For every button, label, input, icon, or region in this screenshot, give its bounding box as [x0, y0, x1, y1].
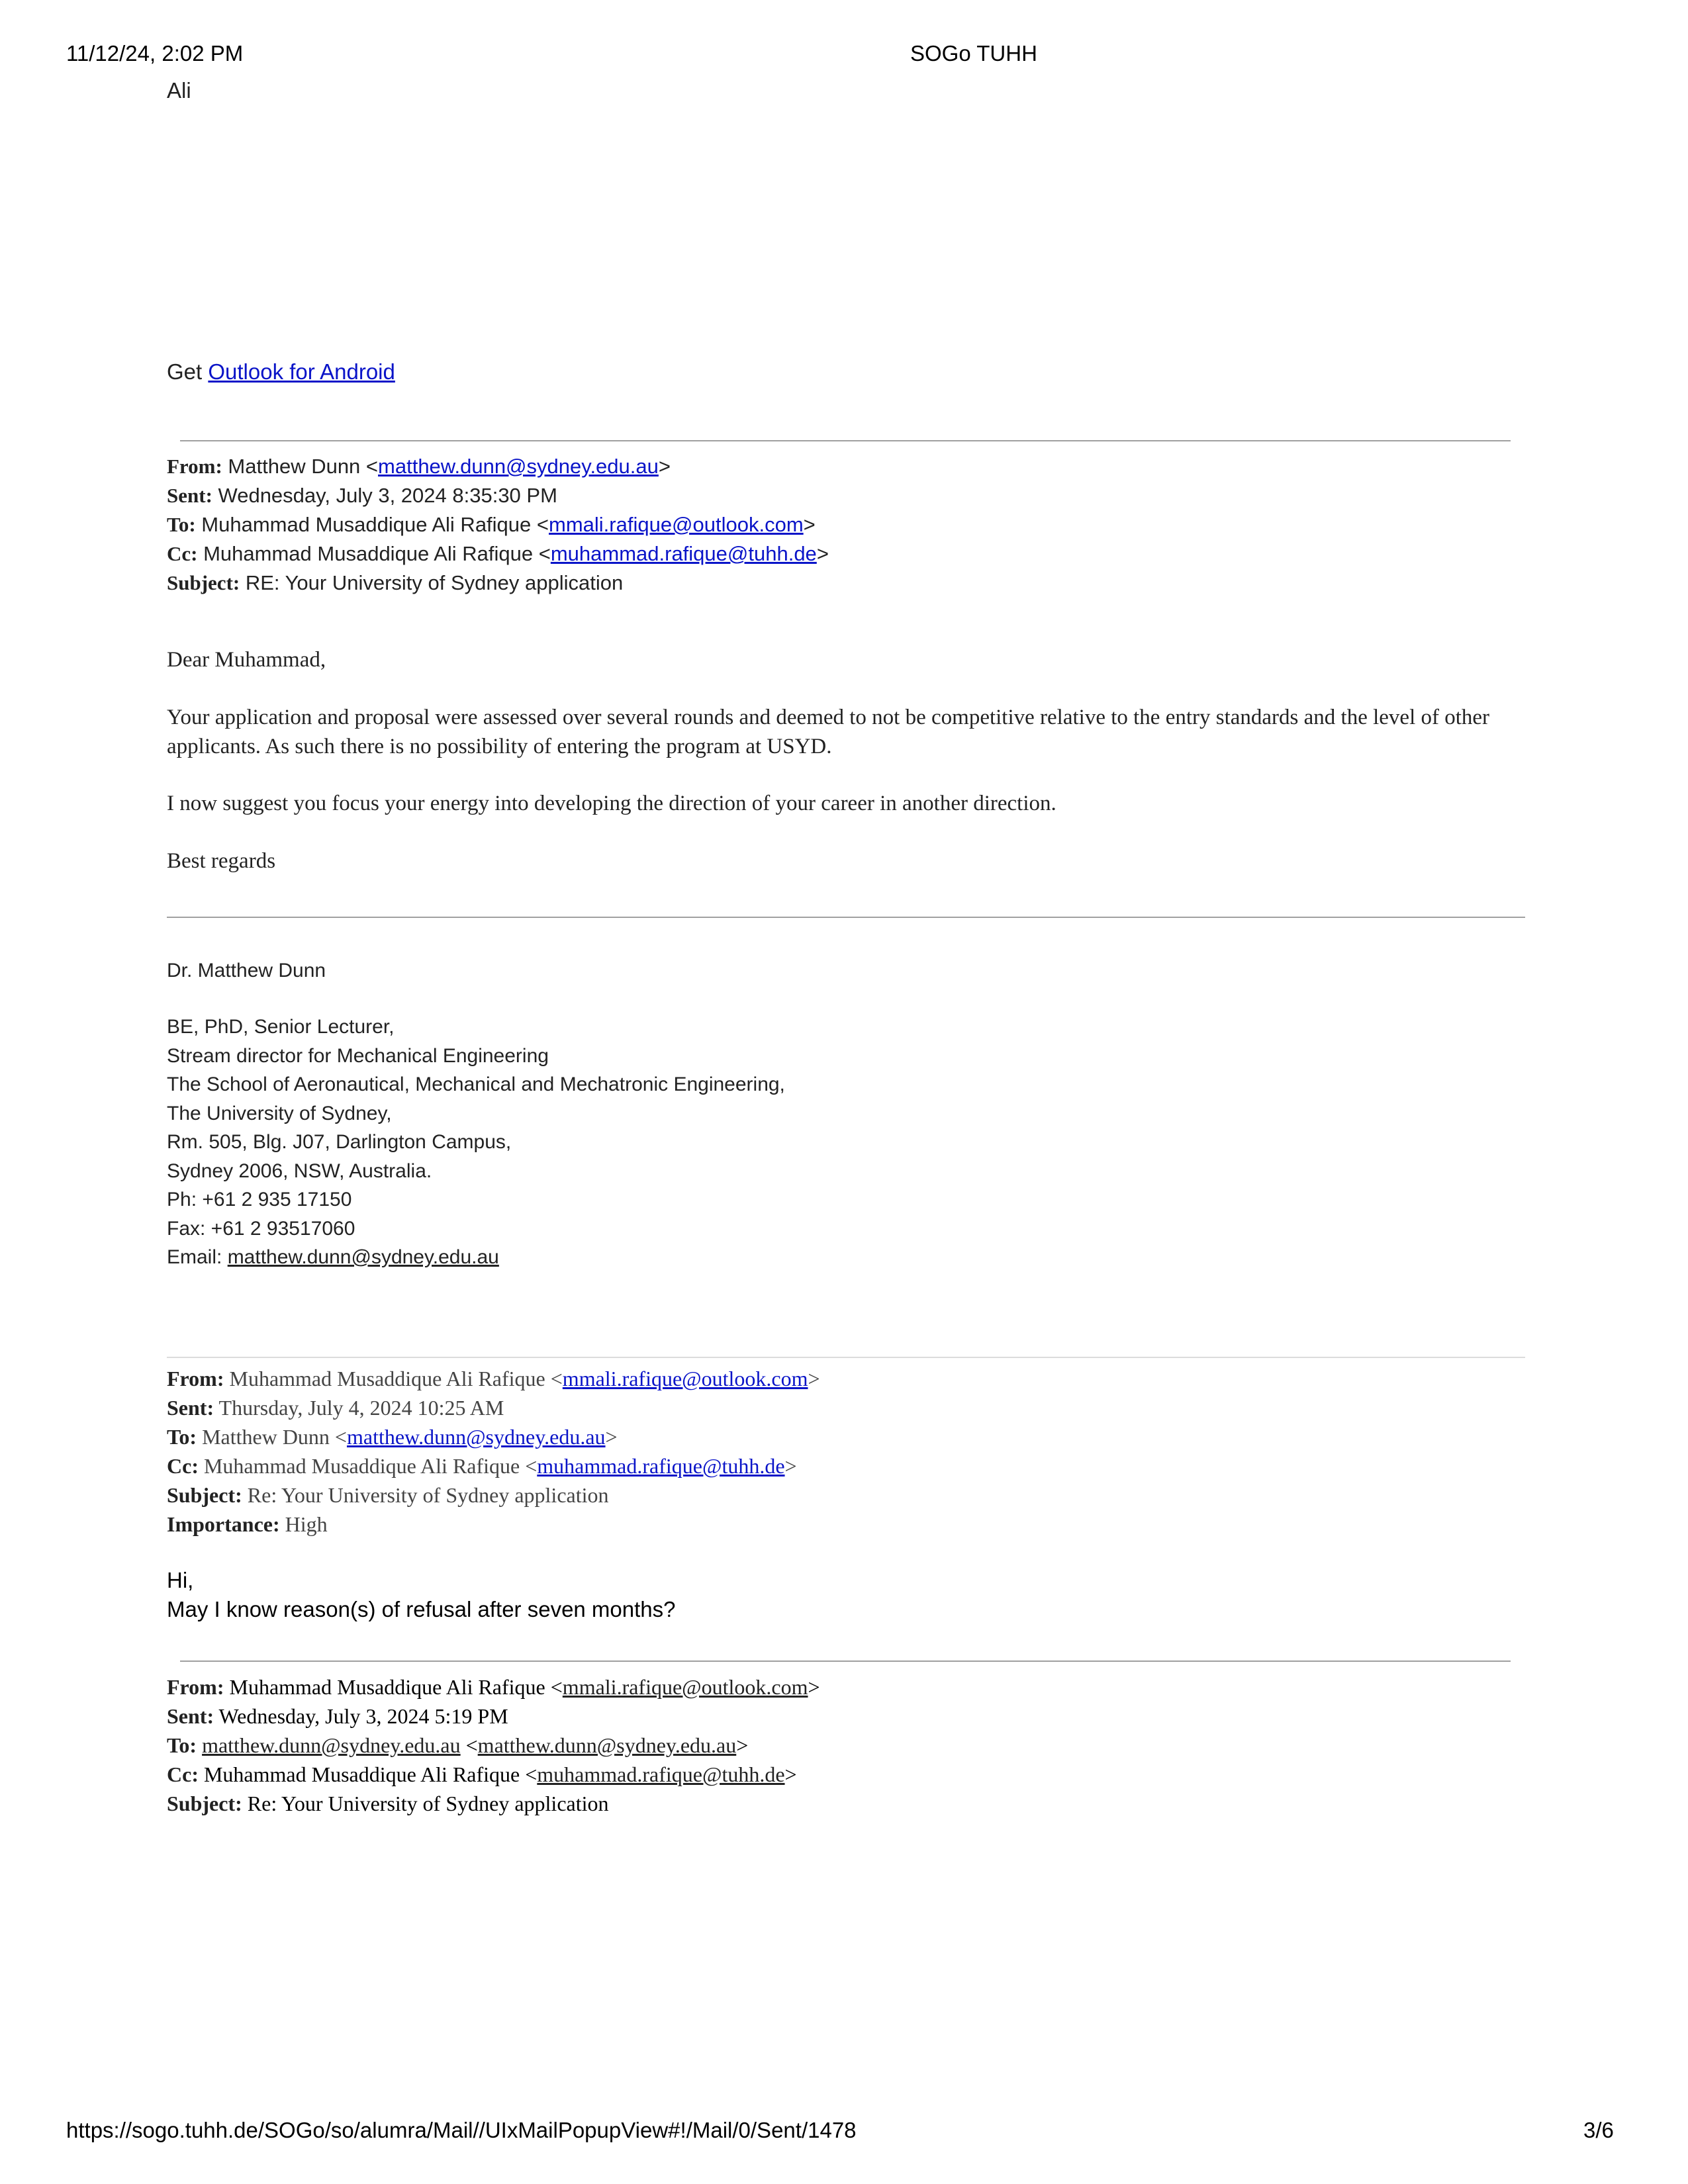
gt: >	[808, 1675, 820, 1699]
email2-to	[167, 1422, 820, 1451]
signature-line: Rm. 505, Blg. J07, Darlington Campus,	[167, 1131, 512, 1153]
signature-line: BE, PhD, Senior Lecturer,	[167, 1016, 395, 1038]
to-label: To:	[167, 1425, 197, 1449]
signature-line: Sydney 2006, NSW, Australia.	[167, 1160, 432, 1182]
print-page-number: 3/6	[1583, 2118, 1614, 2142]
sent-value: Wednesday, July 3, 2024 5:19 PM	[218, 1704, 508, 1728]
email3-header	[167, 1672, 820, 1818]
divider	[167, 1357, 1525, 1358]
cc-email-link[interactable]: muhammad.rafique@tuhh.de	[550, 542, 817, 565]
importance-label: Importance:	[167, 1512, 280, 1536]
from-label: From:	[167, 1367, 224, 1390]
cc-label: Cc:	[167, 542, 198, 565]
email3-to	[167, 1731, 820, 1760]
cc-label: Cc:	[167, 1454, 199, 1478]
gt: >	[784, 1762, 797, 1786]
signature-block	[167, 1013, 785, 1272]
email3-sent	[167, 1702, 820, 1731]
cc-email-link[interactable]: muhammad.rafique@tuhh.de	[537, 1454, 785, 1478]
to-email-link[interactable]: mmali.rafique@outlook.com	[549, 513, 804, 536]
email2-body	[167, 1566, 676, 1624]
importance-value: High	[285, 1512, 328, 1536]
email1-to	[167, 510, 829, 539]
cc-label: Cc:	[167, 1762, 199, 1786]
email1-header	[167, 452, 829, 598]
to-separator: <	[460, 1733, 478, 1757]
from-label: From:	[167, 1675, 224, 1699]
email2-cc	[167, 1451, 820, 1480]
email2-sent	[167, 1393, 820, 1422]
email1-greeting: Dear Muhammad,	[167, 648, 326, 672]
gt: >	[736, 1733, 749, 1757]
print-footer-url: https://sogo.tuhh.de/SOGo/so/alumra/Mail//UIxMailPopupView#!/Mail/0/Sent/1478	[66, 2118, 857, 2142]
email-label: Email:	[167, 1246, 228, 1268]
subject-value: Re: Your University of Sydney application	[247, 1483, 609, 1507]
subject-label: Subject:	[167, 1792, 242, 1815]
subject-value: RE: Your University of Sydney application	[245, 571, 624, 594]
top-name: Ali	[167, 78, 191, 103]
email1-body-paragraph-1: Your application and proposal were assessed over several rounds and deemed to not be competitive relative to the entry standards and the level of other applicants. As such there is no possibility of entering the program at USYD.	[167, 705, 1490, 758]
from-email-link[interactable]: mmali.rafique@outlook.com	[562, 1675, 808, 1699]
email3-subject	[167, 1789, 820, 1818]
email1-cc	[167, 539, 829, 569]
sent-label: Sent:	[167, 1396, 214, 1420]
signature-line: Ph: +61 2 935 17150	[167, 1189, 352, 1210]
to-email-link-2[interactable]: matthew.dunn@sydney.edu.au	[477, 1733, 737, 1757]
divider	[180, 440, 1511, 441]
signature-email-line	[167, 1243, 785, 1272]
to-email-link[interactable]: matthew.dunn@sydney.edu.au	[202, 1733, 461, 1757]
gt: >	[808, 1367, 820, 1390]
to-email-link[interactable]: matthew.dunn@sydney.edu.au	[346, 1425, 606, 1449]
signature-line: Fax: +61 2 93517060	[167, 1217, 355, 1240]
from-name: Matthew Dunn <	[228, 455, 379, 478]
print-datetime: 11/12/24, 2:02 PM	[66, 41, 244, 66]
print-title: SOGo TUHH	[910, 41, 1037, 66]
signature-divider	[167, 917, 1525, 918]
signature-name: Dr. Matthew Dunn	[167, 960, 326, 981]
email2-body-line: Hi,	[167, 1568, 194, 1592]
email1-subject	[167, 569, 829, 598]
email1-body-paragraph-2: I now suggest you focus your energy into developing the direction of your career in another direction.	[167, 792, 1056, 815]
subject-value: Re: Your University of Sydney application	[247, 1792, 609, 1815]
get-outlook-line	[167, 359, 395, 385]
from-name: Muhammad Musaddique Ali Rafique <	[229, 1367, 563, 1390]
gt: >	[784, 1454, 797, 1478]
from-email-link[interactable]: matthew.dunn@sydney.edu.au	[378, 455, 659, 478]
signature-line: The School of Aeronautical, Mechanical and Mechatronic Engineering,	[167, 1073, 785, 1095]
cc-name: Muhammad Musaddique Ali Rafique <	[203, 1454, 538, 1478]
to-name: Matthew Dunn <	[202, 1425, 347, 1449]
signature-line: Stream director for Mechanical Engineering	[167, 1044, 549, 1067]
email3-cc	[167, 1760, 820, 1789]
from-email-link[interactable]: mmali.rafique@outlook.com	[562, 1367, 808, 1390]
gt: >	[605, 1425, 618, 1449]
from-label: From:	[167, 455, 222, 478]
signature-line: The University of Sydney,	[167, 1102, 392, 1124]
gt: >	[803, 513, 816, 536]
signature-email-link[interactable]: matthew.dunn@sydney.edu.au	[227, 1246, 499, 1268]
subject-label: Subject:	[167, 571, 240, 594]
gt: >	[658, 455, 671, 478]
gt: >	[816, 542, 829, 565]
email1-closing: Best regards	[167, 849, 276, 873]
to-label: To:	[167, 1733, 197, 1757]
sent-value: Thursday, July 4, 2024 10:25 AM	[218, 1396, 504, 1420]
sent-value: Wednesday, July 3, 2024 8:35:30 PM	[218, 484, 557, 507]
to-label: To:	[167, 513, 196, 536]
divider	[180, 1661, 1511, 1662]
email2-subject	[167, 1480, 820, 1510]
email3-from	[167, 1672, 820, 1702]
email2-from	[167, 1364, 820, 1393]
cc-name: Muhammad Musaddique Ali Rafique <	[203, 542, 551, 565]
email2-header	[167, 1364, 820, 1539]
sent-label: Sent:	[167, 1704, 214, 1728]
email2-importance	[167, 1510, 820, 1539]
email1-sent	[167, 481, 829, 510]
sent-label: Sent:	[167, 484, 212, 507]
outlook-android-link[interactable]: Outlook for Android	[208, 359, 395, 384]
cc-name: Muhammad Musaddique Ali Rafique <	[203, 1762, 538, 1786]
subject-label: Subject:	[167, 1483, 242, 1507]
get-outlook-prefix: Get	[167, 359, 209, 384]
email1-from	[167, 452, 829, 481]
from-name: Muhammad Musaddique Ali Rafique <	[229, 1675, 563, 1699]
to-name: Muhammad Musaddique Ali Rafique <	[201, 513, 549, 536]
email2-body-line: May I know reason(s) of refusal after seven months?	[167, 1597, 676, 1621]
cc-email-link[interactable]: muhammad.rafique@tuhh.de	[537, 1762, 785, 1786]
